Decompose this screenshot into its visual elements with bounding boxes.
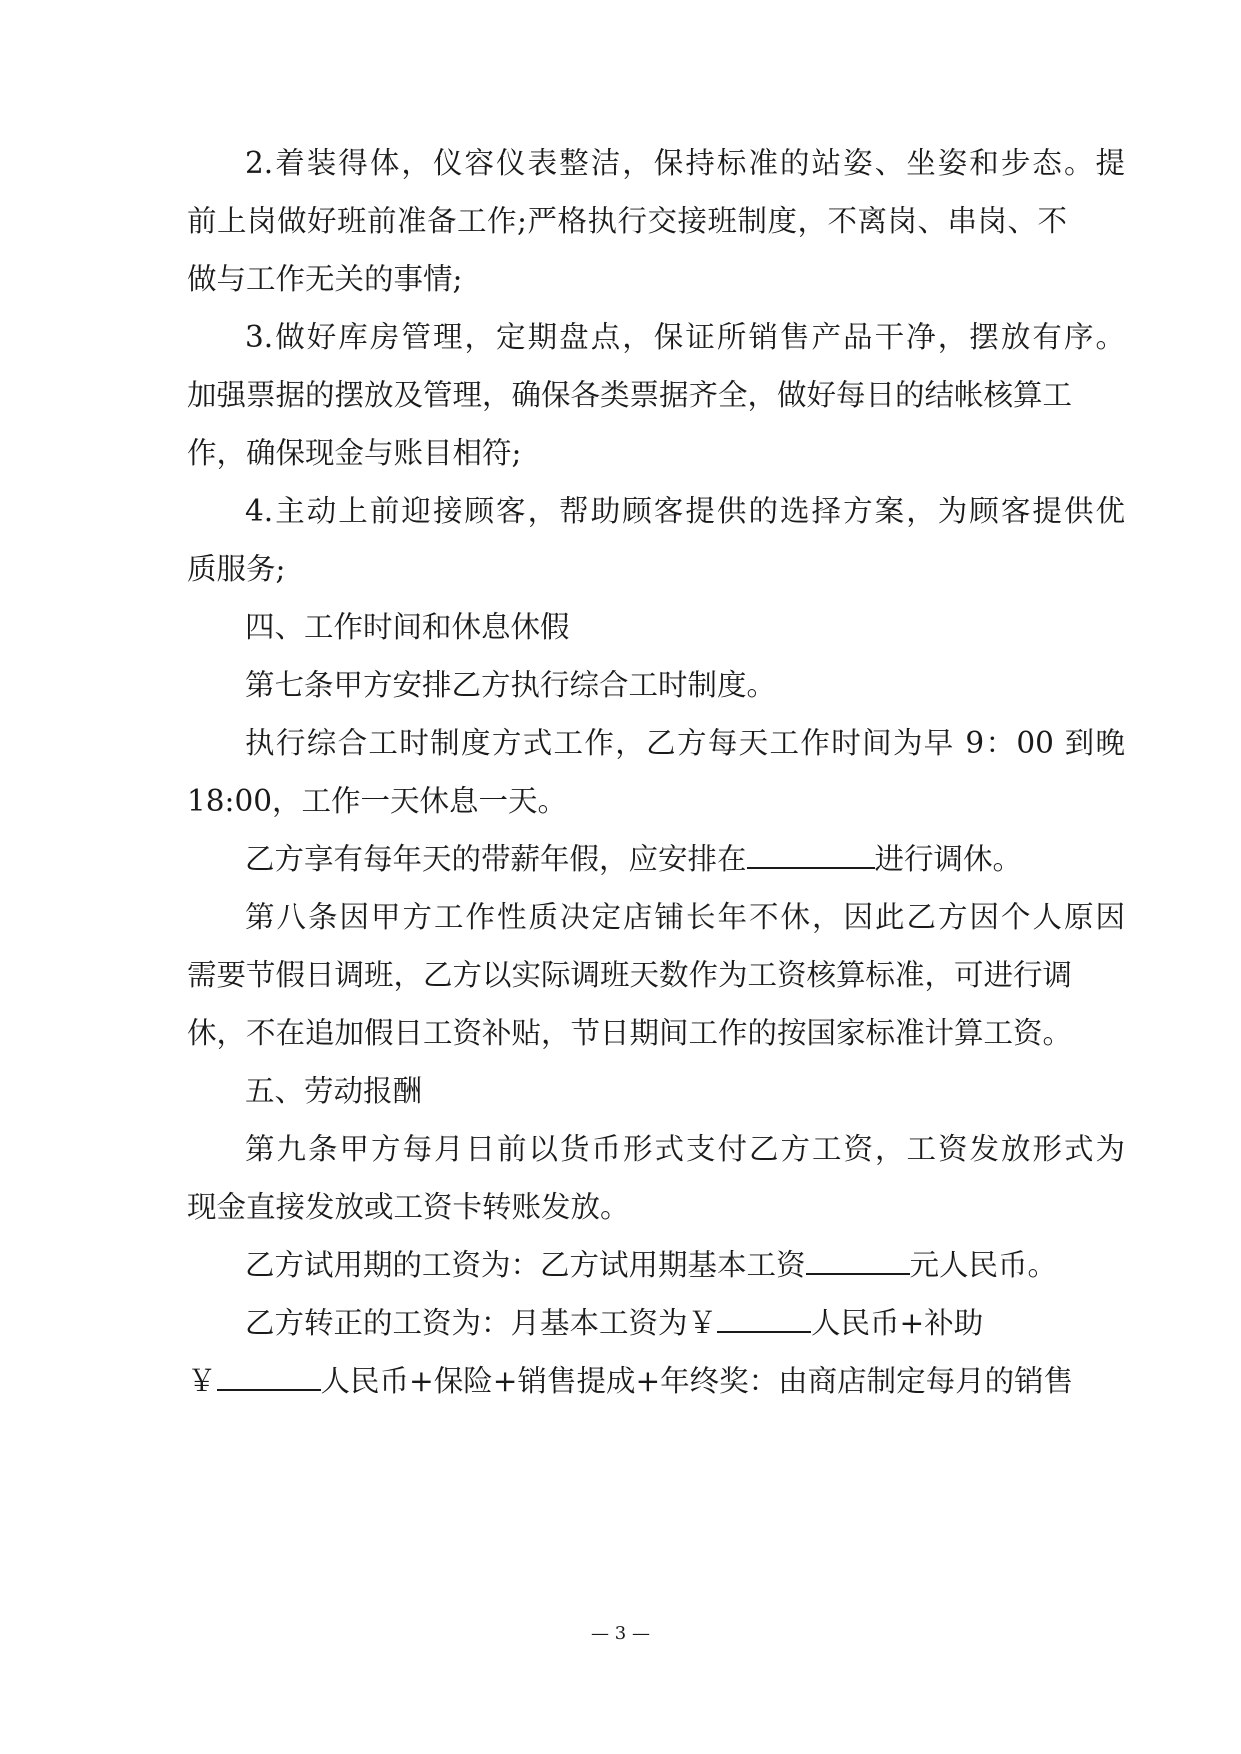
paragraph-line: 第九条甲方每月日前以货币形式支付乙方工资，工资发放形式为: [245, 1132, 1125, 1166]
paragraph-line: 休，不在追加假日工资补贴，节日期间工作的按国家标准计算工资。: [187, 1016, 1073, 1050]
paragraph-line: 质服务;: [187, 552, 286, 586]
subsidy-blank: [217, 1363, 321, 1391]
paragraph-line: 做与工作无关的事情;: [187, 262, 463, 296]
annual-leave-text-after: 进行调休。: [874, 842, 1023, 876]
paragraph-line: 第八条因甲方工作性质决定店铺长年不休，因此乙方因个人原因: [245, 900, 1125, 934]
probation-wage-blank: [806, 1247, 910, 1275]
regular-wage-text-after: 人民币+补助: [811, 1306, 984, 1340]
paragraph-line: 执行综合工时制度方式工作，乙方每天工作时间为早 9：00 到晚: [245, 726, 1125, 760]
paragraph-line: 4.主动上前迎接顾客，帮助顾客提供的选择方案，为顾客提供优: [245, 494, 1125, 528]
paragraph-line: 18:00，工作一天休息一天。: [187, 784, 568, 818]
paragraph-line: 加强票据的摆放及管理，确保各类票据齐全，做好每日的结帐核算工: [187, 378, 1073, 412]
subsidy-currency-sign: ￥: [187, 1364, 217, 1398]
annual-leave-line: [245, 839, 1125, 879]
paragraph-line: 2.着装得体，仪容仪表整洁，保持标准的站姿、坐姿和步态。提: [245, 146, 1125, 180]
paragraph-line: 第七条甲方安排乙方执行综合工时制度。: [245, 668, 777, 702]
annual-leave-text-before: 乙方享有每年天的带薪年假，应安排在: [245, 842, 747, 876]
probation-wage-line: [245, 1245, 1125, 1285]
probation-wage-text-after: 元人民币。: [909, 1248, 1058, 1282]
regular-wage-continued-text: 人民币+保险+销售提成+年终奖：由商店制定每月的销售: [320, 1364, 1074, 1398]
paragraph-line: 作，确保现金与账目相符;: [187, 436, 522, 470]
annual-leave-blank: [747, 841, 875, 869]
paragraph-line: 需要节假日调班，乙方以实际调班天数作为工资核算标准，可进行调: [187, 958, 1073, 992]
section-heading: 四、工作时间和休息休假: [245, 610, 570, 644]
regular-wage-line-continued: [187, 1361, 1074, 1401]
paragraph-line: 现金直接发放或工资卡转账发放。: [187, 1190, 630, 1224]
page-number: — 3 —: [591, 1623, 650, 1644]
paragraph-line: 3.做好库房管理，定期盘点，保证所销售产品干净，摆放有序。: [245, 320, 1125, 354]
regular-wage-text-before: 乙方转正的工资为：月基本工资为￥: [245, 1306, 718, 1340]
paragraph-line: 前上岗做好班前准备工作;严格执行交接班制度，不离岗、串岗、不: [187, 204, 1067, 238]
base-wage-blank: [717, 1305, 811, 1333]
section-heading: 五、劳动报酬: [245, 1074, 423, 1108]
probation-wage-text-before: 乙方试用期的工资为：乙方试用期基本工资: [245, 1248, 806, 1282]
regular-wage-line: [245, 1303, 1125, 1343]
